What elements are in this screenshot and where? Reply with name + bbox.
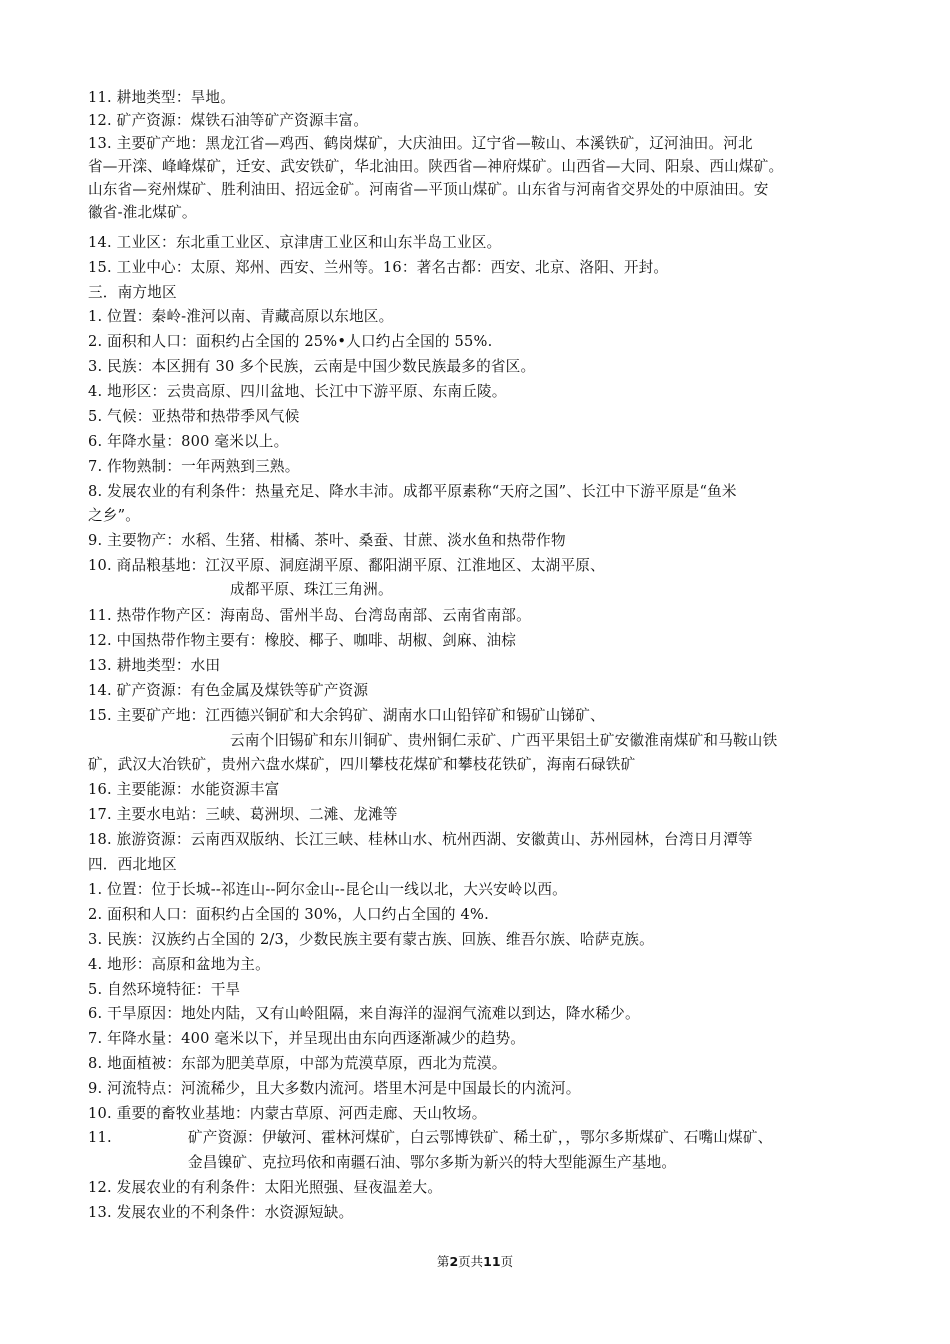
text-line: 9. 河流特点：河流稀少，且大多数内流河。塔里木河是中国最长的内流河。 (88, 1080, 581, 1097)
text-line: 8. 发展农业的有利条件：热量充足、降水丰沛。成都平原素称“天府之国”、长江中下游平原是“鱼米 (88, 483, 737, 500)
text-line: 3. 民族：汉族约占全国的 2/3，少数民族主要有蒙古族、回族、维吾尔族、哈萨克族。 (88, 931, 654, 948)
text-line: 山东省—兖州煤矿、胜利油田、招远金矿。河南省—平顶山煤矿。山东省与河南省交界处的中原油田。安 (88, 181, 769, 198)
text-line: 2. 面积和人口：面积约占全国的 30%，人口约占全国的 4%. (88, 906, 489, 923)
text-line: 15. 主要矿产地：江西德兴铜矿和大余钨矿、湖南水口山铅锌矿和锡矿山锑矿、 (88, 707, 605, 724)
text-line: 17. 主要水电站：三峡、葛洲坝、二滩、龙滩等 (88, 806, 398, 823)
text-line: 13. 发展农业的不利条件：水资源短缺。 (88, 1204, 354, 1221)
current-page-number: 2 (449, 1254, 459, 1269)
text-line: 6. 干旱原因：地处内陆，又有山岭阻隔，来自海洋的湿润气流难以到达，降水稀少。 (88, 1005, 640, 1022)
text-line: 5. 气候：亚热带和热带季风气候 (88, 408, 300, 425)
text-line: 7. 年降水量：400 毫米以下，并呈现出由东向西逐渐减少的趋势。 (88, 1030, 526, 1047)
section-heading: 四．西北地区 (88, 856, 177, 873)
text-line: 15. 工业中心：太原、郑州、西安、兰州等。16：著名古都：西安、北京、洛阳、开封。 (88, 259, 669, 276)
text-line: 5. 自然环境特征：干旱 (88, 981, 241, 998)
footer-mid: 页共 (458, 1254, 484, 1269)
text-line: 省—开滦、峰峰煤矿，迁安、武安铁矿，华北油田。陕西省—神府煤矿。山西省—大同、阳泉、西山煤矿。 (88, 158, 784, 175)
footer-prefix: 第 (436, 1254, 450, 1269)
text-line: 2. 面积和人口：面积约占全国的 25%•人口约占全国的 55%. (88, 333, 493, 350)
text-line: 11. 耕地类型：旱地。 (88, 89, 235, 106)
text-line: 18. 旅游资源：云南西双版纳、长江三峡、桂林山水、杭州西湖、安徽黄山、苏州园林，台湾日月潭等 (88, 831, 753, 848)
text-line: 10. 商品粮基地：江汉平原、洞庭湖平原、鄱阳湖平原、江淮地区、太湖平原、 (88, 557, 605, 574)
text-line: 11. (88, 1129, 112, 1146)
text-line: 9. 主要物产：水稻、生猪、柑橘、茶叶、桑蚕、甘蔗、淡水鱼和热带作物 (88, 532, 566, 549)
text-line: 矿产资源：伊敏河、霍林河煤矿，白云鄂博铁矿、稀土矿，，鄂尔多斯煤矿、石嘴山煤矿、 (188, 1129, 773, 1146)
text-line: 4. 地形区：云贵高原、四川盆地、长江中下游平原、东南丘陵。 (88, 383, 507, 400)
text-line: 14. 矿产资源：有色金属及煤铁等矿产资源 (88, 682, 369, 699)
text-line: 13. 耕地类型：水田 (88, 657, 221, 674)
text-line: 金昌镍矿、克拉玛依和南疆石油、鄂尔多斯为新兴的特大型能源生产基地。 (188, 1154, 677, 1171)
text-line: 成都平原、珠江三角洲。 (230, 581, 393, 598)
text-line: 1. 位置：位于长城--祁连山--阿尔金山--昆仑山一线以北，大兴安岭以西。 (88, 881, 567, 898)
total-page-count: 11 (483, 1254, 501, 1269)
text-line: 11. 热带作物产区：海南岛、雷州半岛、台湾岛南部、云南省南部。 (88, 607, 531, 624)
text-line: 16. 主要能源：水能资源丰富 (88, 781, 280, 798)
text-line: 14. 工业区：东北重工业区、京津唐工业区和山东半岛工业区。 (88, 234, 502, 251)
text-line: 1. 位置：秦岭-淮河以南、青藏高原以东地区。 (88, 308, 394, 325)
page-footer (0, 1252, 950, 1270)
footer-suffix: 页 (500, 1254, 514, 1269)
text-line: 徽省-淮北煤矿。 (88, 204, 197, 221)
text-line: 10. 重要的畜牧业基地：内蒙古草原、河西走廊、天山牧场。 (88, 1105, 487, 1122)
text-line: 13. 主要矿产地：黑龙江省—鸡西、鹤岗煤矿，大庆油田。辽宁省—鞍山、本溪铁矿，辽河油田。河北 (88, 135, 753, 152)
text-line: 7. 作物熟制：一年两熟到三熟。 (88, 458, 300, 475)
text-line: 6. 年降水量：800 毫米以上。 (88, 433, 289, 450)
text-line: 矿，武汉大冶铁矿，贵州六盘水煤矿，四川攀枝花煤矿和攀枝花铁矿，海南石碌铁矿 (88, 756, 636, 773)
section-heading: 三．南方地区 (88, 284, 177, 301)
text-line: 12. 中国热带作物主要有：橡胶、椰子、咖啡、胡椒、剑麻、油棕 (88, 632, 517, 649)
text-line: 4. 地形：高原和盆地为主。 (88, 956, 270, 973)
text-line: 8. 地面植被：东部为肥美草原，中部为荒漠草原，西北为荒漠。 (88, 1055, 507, 1072)
text-line: 之乡”。 (88, 507, 141, 524)
text-line: 12. 发展农业的有利条件：太阳光照强、昼夜温差大。 (88, 1179, 443, 1196)
text-line: 12. 矿产资源：煤铁石油等矿产资源丰富。 (88, 112, 369, 129)
text-line: 3. 民族：本区拥有 30 多个民族，云南是中国少数民族最多的省区。 (88, 358, 536, 375)
text-line: 云南个旧锡矿和东川铜矿、贵州铜仁汞矿、广西平果铝土矿安徽淮南煤矿和马鞍山铁 (230, 732, 778, 749)
